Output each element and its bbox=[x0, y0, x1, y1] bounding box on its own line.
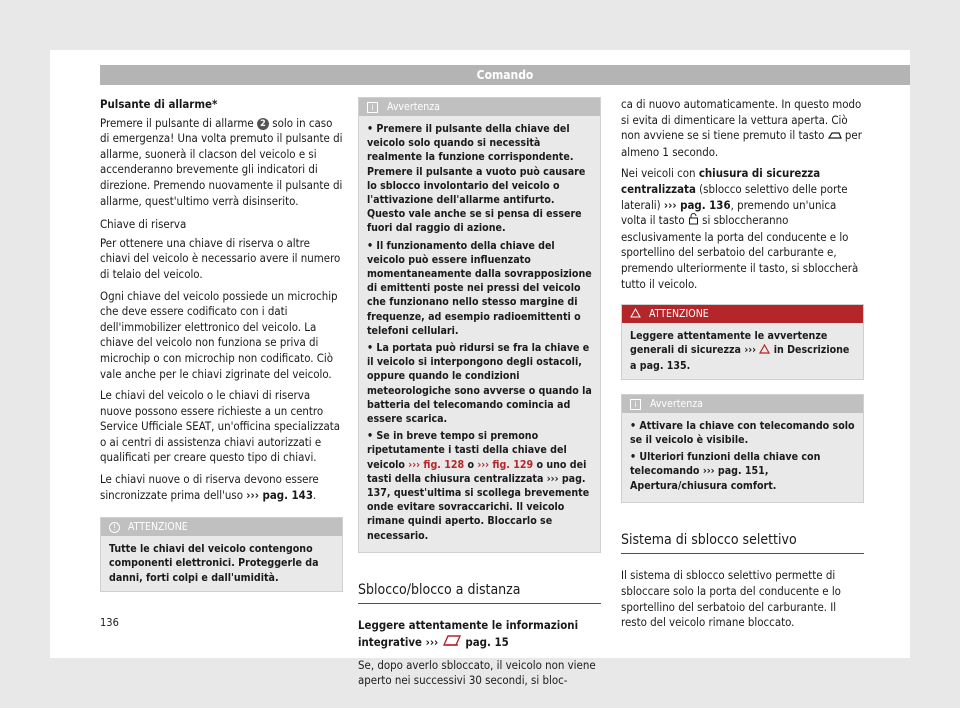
paragraph-autolock bbox=[621, 97, 864, 160]
note-box bbox=[621, 394, 864, 503]
text: Premere il pulsante di allarme bbox=[100, 115, 254, 130]
text: , quest'ultima si scollega brevemente onde evitare sovraccarichi. Il veicolo rimane quindi aperto. Bloccarlo se necessario. bbox=[367, 487, 590, 542]
text: La portata può ridursi se fra la chiave e il veicolo si interpongono degli ostacoli, oppure quando le condizioni meteorologiche sono avverse o quando la batteria del telecomando comincia ad essere scarica. bbox=[367, 342, 592, 426]
page-header: Comando bbox=[100, 65, 910, 85]
bullet-4: • Se in breve tempo si premono ripetutamente i tasti della chiave del veicolo ››› fig. 128 o ››› fig. 129 o uno dei tasti della chiusura centralizzata ››› pag. 137, quest'ultima si scollega brevemente onde evitare sovraccarichi. Il veicolo rimane quindi aperto. Bloccarlo se necessario. bbox=[367, 430, 590, 542]
page-reference-link[interactable]: ››› pag. 136 bbox=[663, 197, 731, 212]
warning-box-header bbox=[101, 518, 342, 536]
unlock-button-icon bbox=[828, 129, 842, 145]
heading-alarm: Pulsante di allarme* bbox=[100, 97, 218, 111]
warning-body bbox=[622, 323, 863, 379]
text: Il funzionamento della chiave del veicolo può essere influenzato momentaneamente dalla sovrapposizione di emittenti poste nei pressi del veicolo che funzionano nello stesso margine di frequenze, ad esempio radioemittenti o telefoni cellulari. bbox=[367, 239, 592, 337]
column-3 bbox=[621, 97, 864, 637]
text: Le chiavi nuove o di riserva devono essere sincronizzate prima dell'uso bbox=[100, 472, 319, 502]
text: Attivare la chiave con telecomando solo se il veicolo è visibile. bbox=[630, 419, 855, 446]
warning-title: ATTENZIONE bbox=[649, 308, 709, 321]
text: ››› bbox=[425, 635, 439, 650]
text: Nei veicoli con bbox=[621, 166, 696, 181]
paragraph-selective bbox=[621, 166, 864, 292]
note-body bbox=[622, 413, 863, 502]
note-icon: i bbox=[367, 102, 378, 113]
column-1 bbox=[100, 97, 343, 592]
bullet-1: • Attivare la chiave con telecomando solo se il veicolo è visibile. bbox=[630, 419, 855, 446]
column-2 bbox=[358, 97, 601, 695]
section-title: Sblocco/blocco a distanza bbox=[358, 583, 601, 605]
text: , premendo un'unica volta il tasto bbox=[621, 197, 837, 228]
bullet-1: • Premere il pulsante della chiave del veicolo solo quando si necessità realmente la funzione corrispondente. Premere il pulsante a vuoto può causare lo sblocco involontario del veicolo o l'attivazione dell'allarme antifurto. Questo vale anche se si pensa di essere fuori dal raggio di azione. bbox=[367, 123, 586, 235]
text: . bbox=[312, 487, 317, 502]
section-title: Sistema di sblocco selettivo bbox=[621, 533, 864, 555]
warning-box-header bbox=[622, 305, 863, 323]
text: chiusura di sicurezza centralizzata bbox=[621, 166, 821, 196]
paragraph-unlock: Se, dopo averlo sbloccato, il veicolo non viene aperto nei successivi 30 secondi, si bloc- bbox=[358, 657, 596, 688]
note-icon: i bbox=[630, 399, 641, 410]
bullet-3: • La portata può ridursi se fra la chiave e il veicolo si interpongono degli ostacoli, oppure quando le condizioni meteorologiche sono avverse o quando la batteria del telecomando comincia ad essere scarica. bbox=[367, 342, 592, 426]
page-reference-link[interactable]: ››› pag. 151, Apertura/chiusura comfort. bbox=[630, 465, 777, 492]
text: Ulteriori funzioni della chiave con telecomando bbox=[630, 451, 821, 478]
figure-reference-link[interactable]: ››› fig. 128 bbox=[408, 458, 465, 471]
unlock-icon bbox=[688, 213, 699, 230]
page-reference-link[interactable]: in Descrizione a pag. 135. bbox=[630, 344, 850, 372]
paragraph-spare-4 bbox=[100, 472, 343, 503]
text: Leggere attentamente le avvertenze generali di sicurezza bbox=[630, 330, 828, 357]
note-box bbox=[358, 97, 601, 553]
warning-title: ATTENZIONE bbox=[128, 521, 188, 534]
book-icon bbox=[442, 634, 462, 652]
page-reference-link[interactable]: pag. 15 bbox=[465, 635, 509, 650]
page-reference-link[interactable]: ››› pag. 143 bbox=[246, 487, 313, 502]
paragraph-selective-system: Il sistema di sblocco selettivo permette di sbloccare solo la porta del conducente e lo sportellino del serbatoio del carburante. Il resto del veicolo rimane bloccato. bbox=[621, 568, 841, 630]
note-box-header bbox=[359, 98, 600, 116]
text: ››› bbox=[744, 344, 757, 357]
note-title: Avvertenza bbox=[387, 101, 440, 113]
paragraph-alarm bbox=[100, 116, 343, 210]
bullet-2: • Ulteriori funzioni della chiave con telecomando ››› pag. 151, Apertura/chiusura comfort. bbox=[630, 451, 821, 492]
warning-triangle-icon bbox=[630, 306, 641, 324]
text: o uno dei tasti della chiusura centralizzata bbox=[367, 458, 587, 485]
text: Leggere attentamente le informazioni integrative bbox=[358, 618, 579, 650]
warning-triangle-icon bbox=[759, 344, 770, 358]
text: Se in breve tempo si premono ripetutamente i tasti della chiave del veicolo bbox=[367, 430, 567, 471]
note-body bbox=[359, 116, 600, 552]
text: solo in caso di emergenza! Una volta premuto il pulsante di allarme, suonerà il clacson del veicolo e si accenderanno brevemente gli indicatori di direzione. Premendo nuovamente il pulsante di allarme, quest'ultimo verrà disinserito. bbox=[100, 115, 343, 208]
manual-page bbox=[50, 50, 910, 688]
figure-reference-link[interactable]: ››› fig. 129 bbox=[477, 458, 534, 471]
info-icon: ! bbox=[109, 522, 120, 533]
page-number: 136 bbox=[100, 616, 119, 629]
text: o bbox=[467, 458, 474, 471]
warning-box bbox=[621, 304, 864, 380]
paragraph-spare-1: Per ottenere una chiave di riserva o altre chiavi del veicolo è necessario avere il numero di telaio del veicolo. bbox=[100, 235, 341, 281]
text: per almeno 1 secondo. bbox=[621, 128, 862, 159]
paragraph-spare-3: Le chiavi del veicolo o le chiavi di riserva nuove possono essere richieste a un centro Service Ufficiale SEAT, un'officina specializzata o ai centri di assistenza chiavi autorizzati e qualificati per creare questo tipo di chiavi. bbox=[100, 388, 341, 465]
note-title: Avvertenza bbox=[650, 397, 703, 410]
text: ca di nuovo automaticamente. In questo modo si evita di dimenticare la vettura aperta. Ciò non avviene se si tiene premuto il tasto bbox=[621, 97, 862, 143]
section-remote bbox=[358, 583, 601, 605]
heading-spare-key: Chiave di riserva bbox=[100, 217, 187, 232]
text: (sblocco selettivo delle porte laterali) bbox=[621, 181, 848, 212]
text: Premere il pulsante della chiave del veicolo solo quando si necessità realmente la funzione corrispondente. Premere il pulsante a vuoto può causare lo sblocco involontario del veicolo o l'attivazione dell'allarme antifurto. Questo vale anche se si pensa di essere fuori dal raggio di azione. bbox=[367, 123, 586, 235]
paragraph-spare-2: Ogni chiave del veicolo possiede un microchip che deve essere codificato con i dati dell'immobilizer elettronico del veicolo. La chiave del veicolo non funziona se priva di microchip o con microchip non codificato. Ciò vale anche per le chiavi zigrinate del veicolo. bbox=[100, 288, 338, 381]
warning-box bbox=[100, 517, 343, 592]
number-badge: 2 bbox=[257, 118, 269, 130]
read-note bbox=[358, 618, 601, 651]
note-box-header bbox=[622, 395, 863, 413]
section-selective bbox=[621, 533, 864, 555]
bullet-2: • Il funzionamento della chiave del veicolo può essere influenzato momentaneamente dalla sovrapposizione di emittenti poste nei pressi del veicolo che funzionano nello stesso margine di frequenze, ad esempio radioemittenti o telefoni cellulari. bbox=[367, 239, 592, 337]
page-reference-link[interactable]: ››› pag. 137 bbox=[367, 472, 586, 500]
warning-body: Tutte le chiavi del veicolo contengono componenti elettronici. Proteggerle da danni, forti colpi e dall'umidità. bbox=[109, 543, 319, 584]
text: si sbloccheranno esclusivamente la porta del conducente e lo sportellino del serbatoio del carburante e, premendo ulteriormente il tasto, si sbloccherà tutto il veicolo. bbox=[621, 213, 859, 291]
